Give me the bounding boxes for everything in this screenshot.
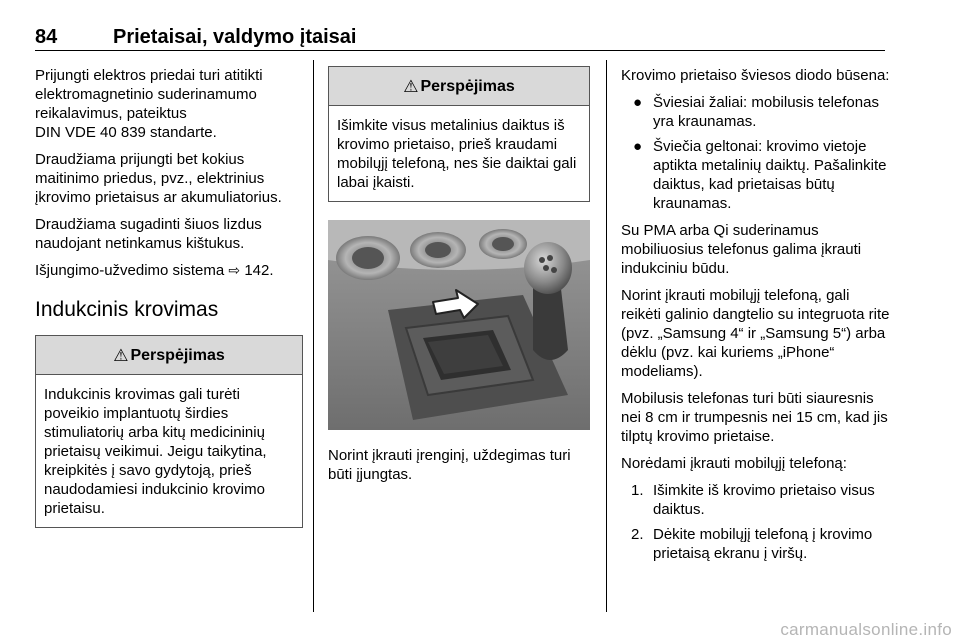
paragraph-stop-start-ref: Išjungimo-užvedimo sistema ⇨ 142.: [35, 262, 274, 279]
warning-title: Perspėjimas: [420, 77, 515, 95]
charging-steps: [621, 481, 891, 563]
page-header: [35, 22, 885, 51]
bullet-icon: ●: [633, 138, 643, 155]
list-item: 2. Dėkite mobilųjį telefoną į krovimo prietaisą ekranu į viršų.: [631, 526, 873, 562]
warning-header: [36, 336, 302, 375]
list-item: ● Šviečia geltonai: krovimo vietoje aptikta metalinių daiktų. Pašalinkite daiktus, kad prietaisas būtų kraunamas.: [633, 138, 887, 212]
paragraph-cover: Norint įkrauti mobilųjį telefoną, gali reikėti galinio dangtelio su integruota rite (pvz. „Samsung 4“ ir „Samsung 5“) arba dėklu (pvz. kai kuriems „iPhone“ modeliams).: [621, 287, 890, 380]
paragraph-no-power-accessories: Draudžiama prijungti bet kokius maitinimo priedus, pvz., elektrinius įkrovimo prietaisus ar akumuliatorius.: [35, 151, 282, 206]
warning-body: Išimkite visus metalinius daiktus iš krovimo prietaiso, prieš kraudami mobilųjį telefoną, nes šie daiktai gali labai įkaisti.: [337, 117, 577, 191]
warning-body: Indukcinis krovimas gali turėti poveikio implantuotų širdies stimuliatorių arba kitų medicininių prietaisų veikimui. Jeigu taikytina, kreipkitės į savo gydytoją, prieš naudodamiesi indukcinio krovimo prietaisu.: [44, 386, 267, 517]
warning-header: [329, 67, 589, 106]
list-item: ● Šviesiai žaliai: mobilusis telefonas yra kraunamas.: [633, 94, 879, 130]
led-status-list: [621, 93, 891, 213]
bullet-icon: ●: [633, 94, 643, 111]
paragraph-pma-qi: Su PMA arba Qi suderinamus mobiliuosius telefonus galima įkrauti indukciniu būdu.: [621, 222, 862, 277]
page-number: 84: [35, 26, 58, 48]
photo-caption: Norint įkrauti įrenginį, uždegimas turi būti įjungtas.: [328, 447, 571, 483]
heading-inductive-charging: Indukcinis krovimas: [35, 298, 219, 321]
page-ref-arrow-icon: ⇨: [228, 262, 241, 278]
warning-triangle-icon: ⚠: [113, 345, 129, 365]
warning-title: Perspėjimas: [130, 346, 225, 364]
warning-box-metal: [328, 66, 590, 202]
column-left: [35, 66, 303, 528]
warning-triangle-icon: ⚠: [403, 76, 419, 96]
paragraph-no-damage: Draudžiama sugadinti šiuos lizdus naudojant netinkamus kištukus.: [35, 216, 262, 252]
column-divider: [313, 60, 314, 612]
warning-box-implants: [35, 335, 303, 528]
column-divider: [606, 60, 607, 612]
column-right: [621, 66, 891, 569]
paragraph-howto: Norėdami įkrauti mobilųjį telefoną:: [621, 455, 847, 472]
paragraph-size: Mobilusis telefonas turi būti siauresnis nei 8 cm ir trumpesnis nei 15 cm, kad jis tilptų krovimo prietaise.: [621, 390, 888, 445]
section-title: Prietaisai, valdymo įtaisai: [113, 26, 357, 48]
charging-tray-photo: [328, 220, 590, 430]
list-item: 1. Išimkite iš krovimo prietaiso visus daiktus.: [631, 482, 875, 518]
watermark: carmanualsonline.info: [780, 620, 952, 639]
page-ref-link[interactable]: 142.: [244, 262, 274, 279]
paragraph-led-status: Krovimo prietaiso šviesos diodo būsena:: [621, 67, 890, 84]
column-middle: [328, 66, 590, 492]
paragraph-emc: Prijungti elektros priedai turi atitikti elektromagnetinio suderinamumo reikalavimus, pateiktus DIN VDE 40 839 standarte.: [35, 67, 263, 141]
